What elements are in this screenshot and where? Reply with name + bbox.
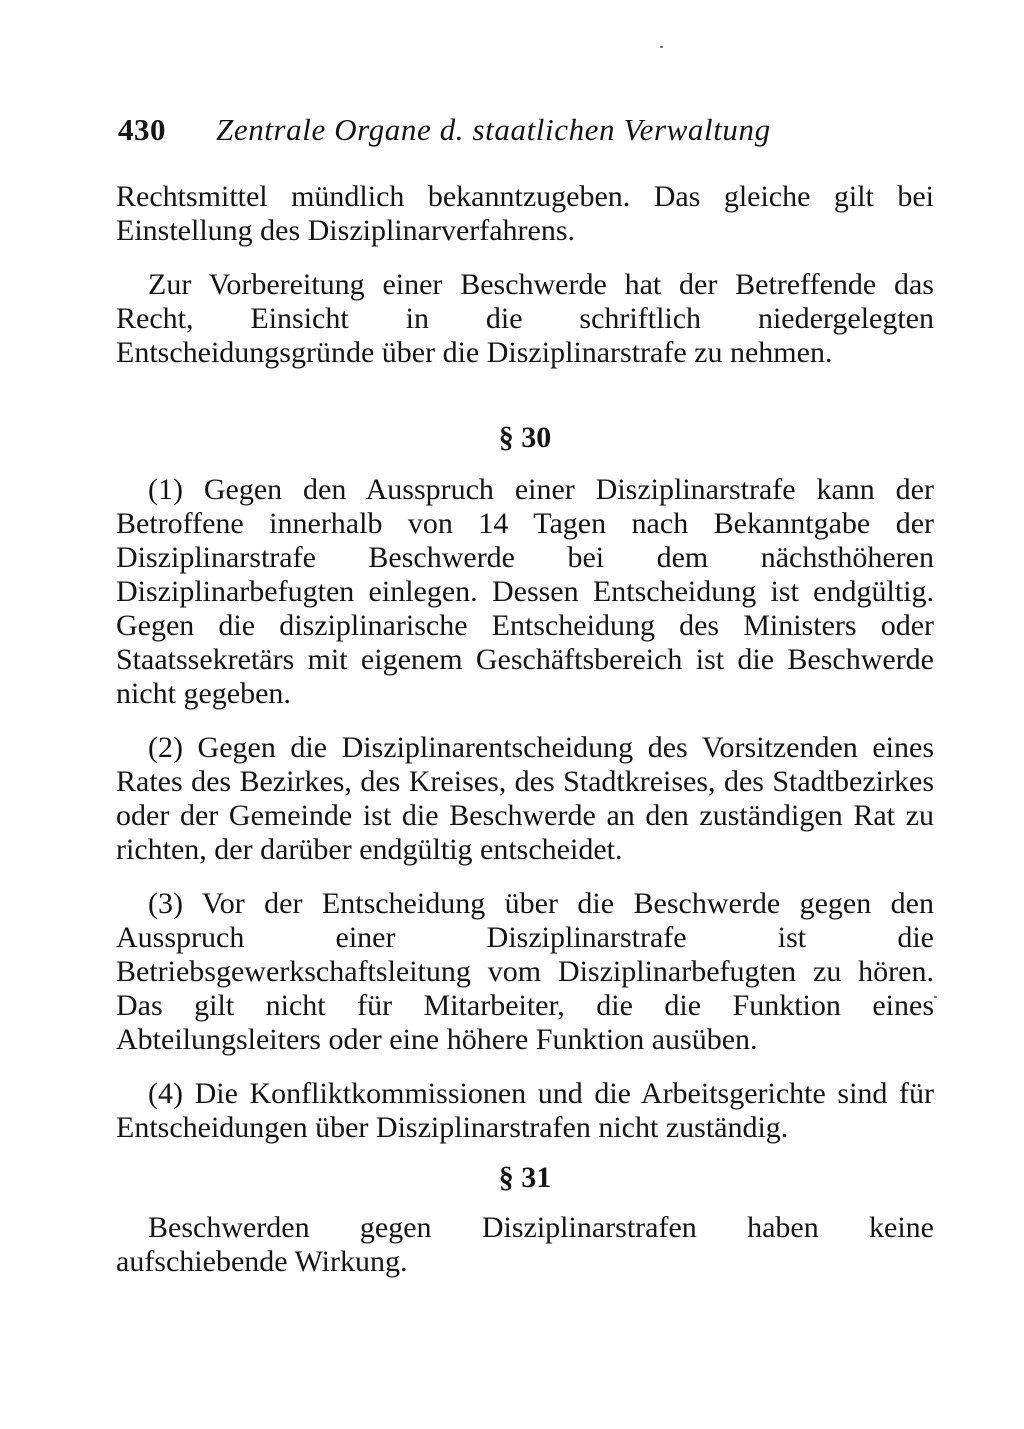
section-heading-30: § 30: [498, 421, 552, 454]
scan-speck: [660, 46, 663, 48]
paragraph-continuation: Rechtsmittel mündlich bekanntzugeben. Das gleiche gilt bei Einstellung des Disziplinarverfahrens.: [116, 180, 934, 247]
section-30-paragraph-4: (4) Die Konfliktkommissionen und die Arbeitsgerichte sind für Entscheidungen über Disziplinarstrafen nicht zuständig.: [116, 1077, 934, 1144]
section-heading-31: § 31: [498, 1161, 552, 1194]
page-header: [118, 110, 858, 150]
section-30-paragraph-3: (3) Vor der Entscheidung über die Beschwerde gegen den Ausspruch einer Disziplinarstrafe ist die Betriebsgewerkschaftsleitung vom Disziplinarbefugten zu hören. Das gilt nicht für Mitarbeiter, die die Funktion eines Abteilungsleiters oder eine höhere Funktion ausüben.: [116, 887, 934, 1056]
section-30-paragraph-1: (1) Gegen den Ausspruch einer Disziplinarstrafe kann der Betroffene innerhalb von 14 Tagen nach Bekanntgabe der Disziplinarstrafe Beschwerde bei dem nächsthöheren Disziplinarbefugten einlegen. Dessen Entscheidung ist endgültig. Gegen die disziplinarische Entscheidung des Ministers oder Staatssekretärs mit eigenem Geschäftsbereich ist die Beschwerde nicht gegeben.: [116, 473, 934, 710]
running-title: Zentrale Organe d. staatlichen Verwaltung: [216, 112, 771, 147]
scan-speck: [934, 996, 937, 998]
body-text: [116, 180, 934, 1279]
section-30-paragraph-2: (2) Gegen die Disziplinarentscheidung des Vorsitzenden eines Rates des Bezirkes, des Kreises, des Stadtkreises, des Stadtbezirkes oder der Gemeinde ist die Beschwerde an den zuständigen Rat zu richten, der darüber endgültig entscheidet.: [116, 731, 934, 866]
page-number: 430: [118, 112, 166, 147]
section-31-paragraph-1: Beschwerden gegen Disziplinarstrafen haben keine aufschiebende Wirkung.: [116, 1211, 934, 1278]
paragraph-vorbereitung: Zur Vorbereitung einer Beschwerde hat der Betreffende das Recht, Einsicht in die schriftlich niedergelegten Entscheidungsgründe über die Disziplinarstrafe zu nehmen.: [116, 268, 934, 369]
